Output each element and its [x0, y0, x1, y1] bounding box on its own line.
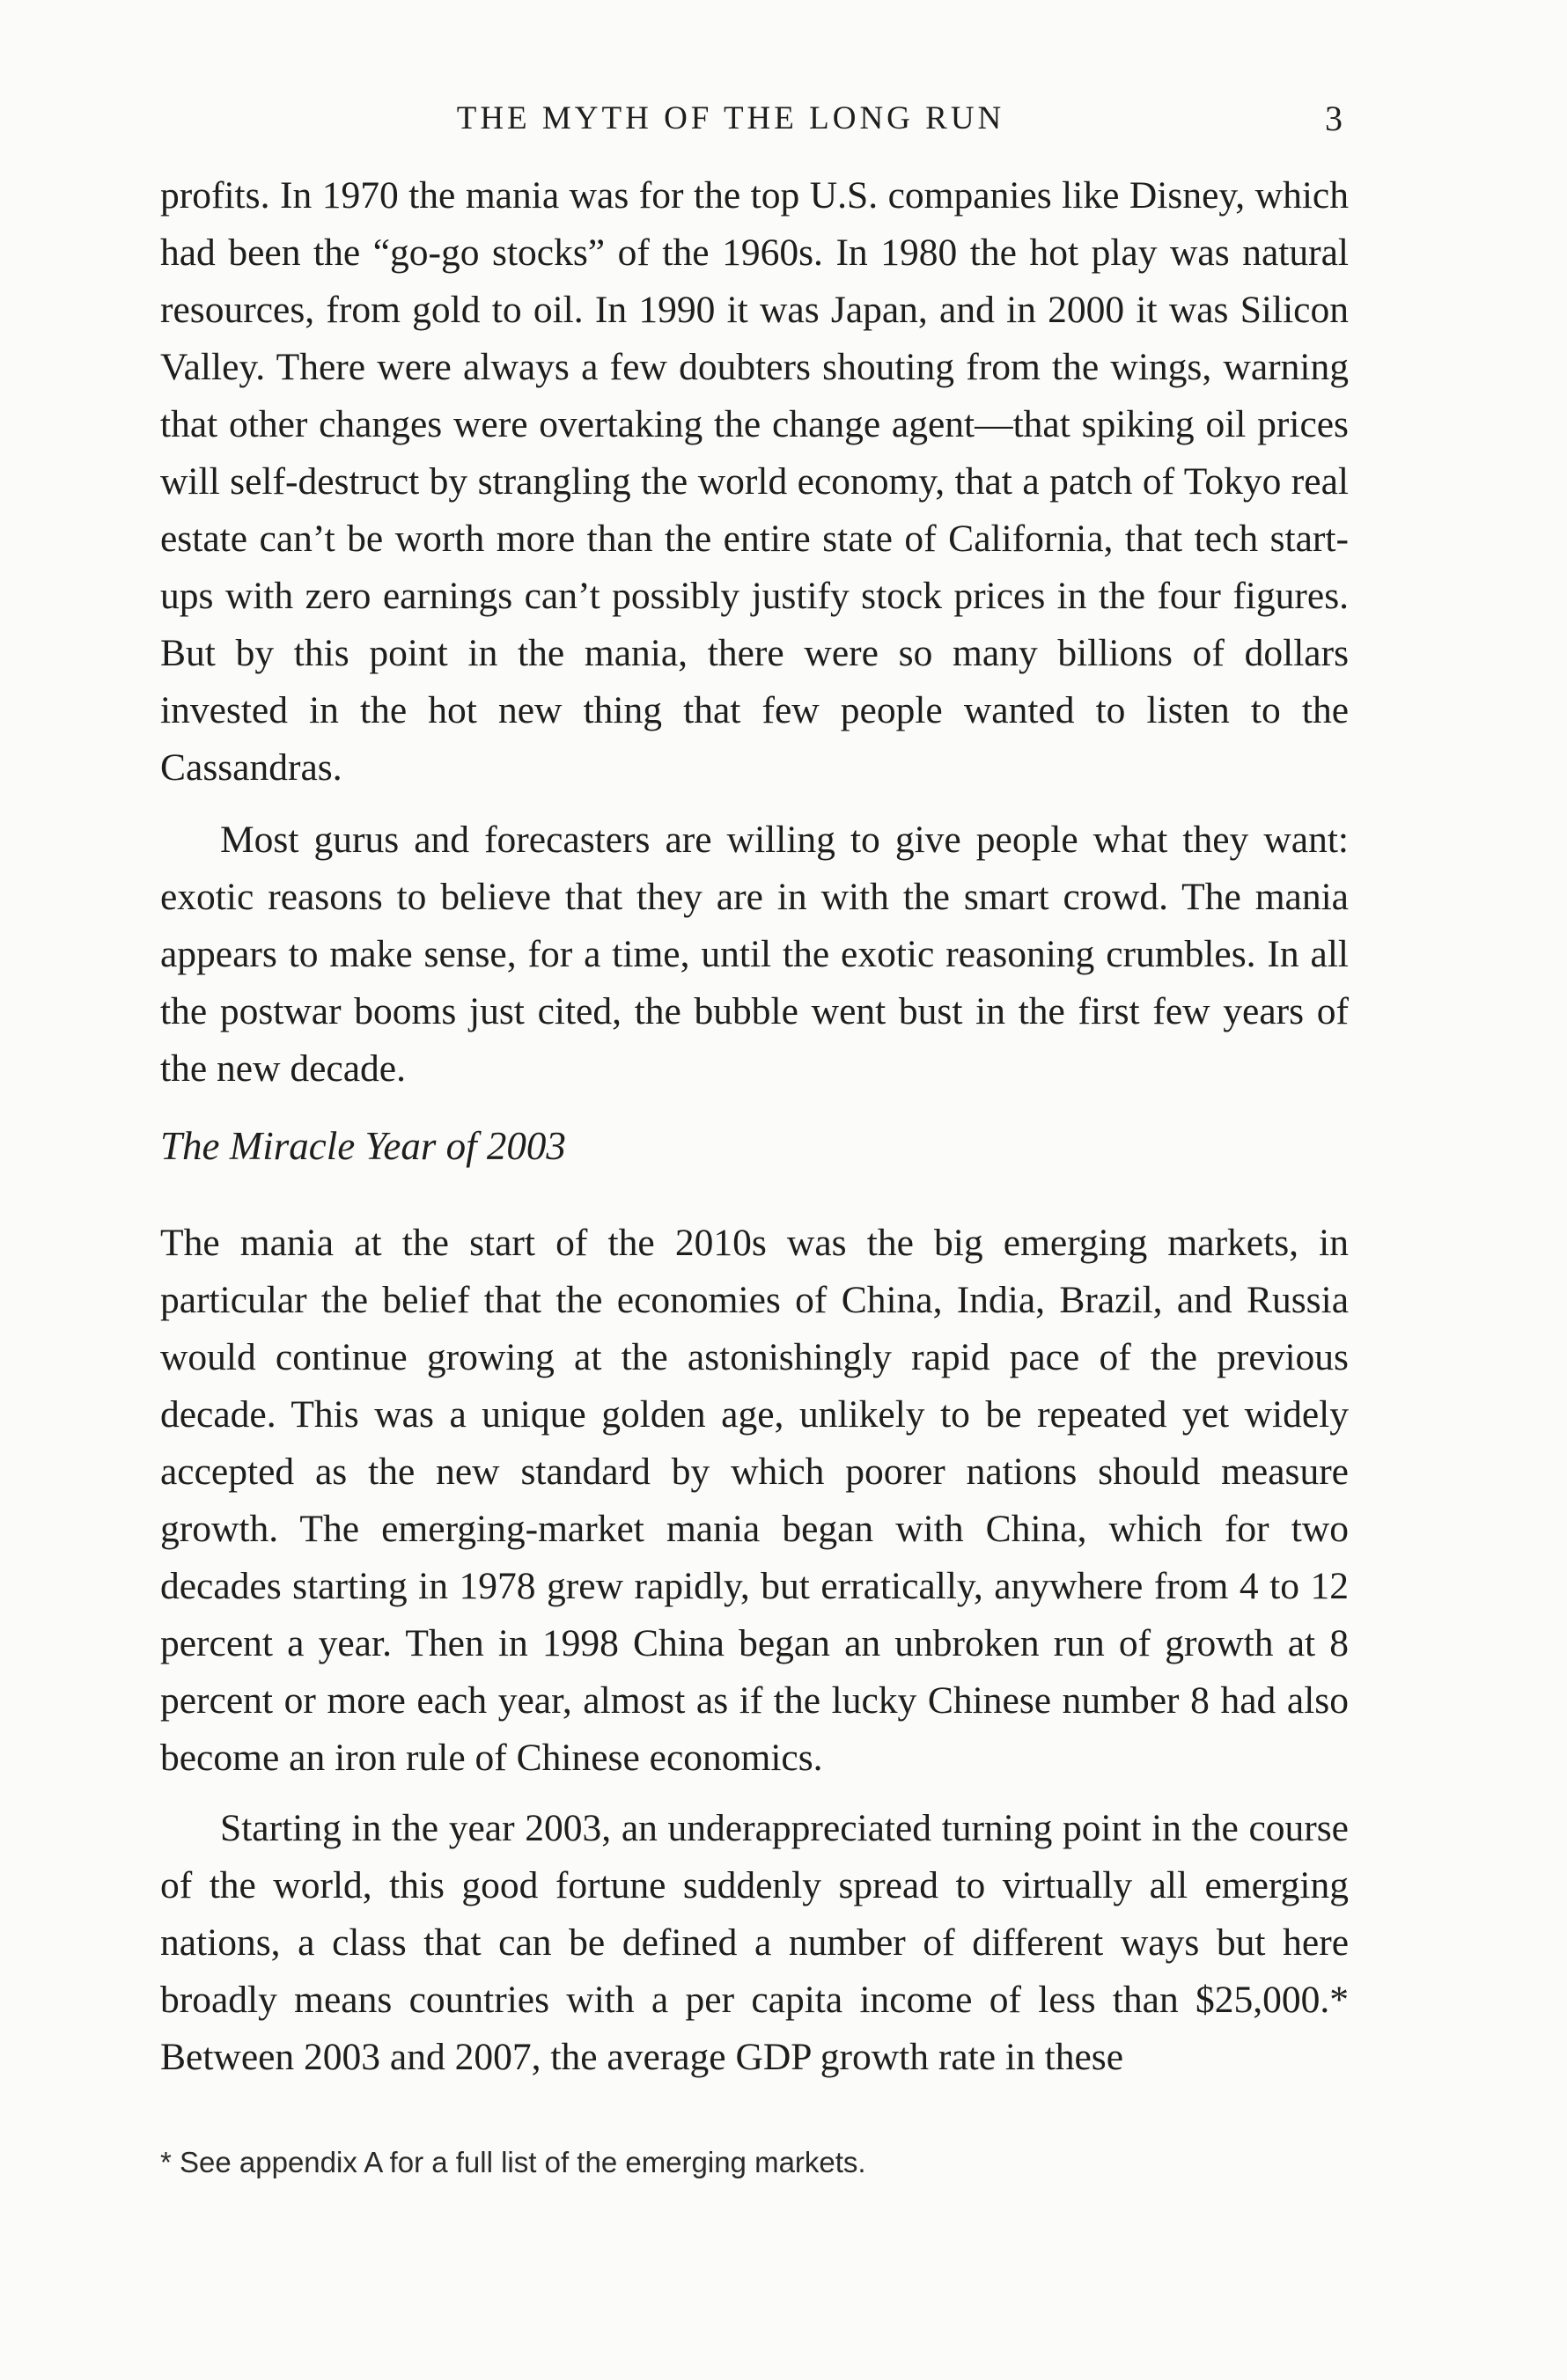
paragraph-text: profits. In 1970 the mania was for the top U.S. companies like Disney, which had been the “go-go stocks” of the 1960s. In 1980 the hot play was natural resources, from gold to oil. In 1990 it was Japan, and in 2000 it was Silicon Valley. There were always a few doubters shouting from the wings, warning that other changes were overtaking the change agent—that spiking oil prices will self-destruct by strangling the world economy, that a patch of Tokyo real estate can’t be worth more than the entire state of California, that tech start-ups with zero earnings can’t possibly justify stock prices in the four figures. But by this point in the mania, there were so many billions of dollars invested in the hot new thing that few people wanted to listen to the Cassandras. — [160, 174, 1349, 789]
running-title: THE MYTH OF THE LONG RUN — [456, 100, 1005, 136]
page-number: 3 — [1325, 99, 1343, 138]
body-paragraph-1 — [160, 167, 1349, 797]
body-paragraph-4 — [160, 1800, 1349, 2086]
footnote: * See appendix A for a full list of the emerging markets. — [160, 2146, 866, 2178]
paragraph-text: Most gurus and forecasters are willing to give people what they want: exotic reasons to believe that they are in with the smart crowd. The mania appears to make sense, for a time, until the exotic reasoning crumbles. In all the postwar booms just cited, the bubble went bust in the first few years of the new decade. — [160, 819, 1349, 1090]
paragraph-text: Starting in the year 2003, an underappreciated turning point in the course of the world, this good fortune suddenly spread to virtually all emerging nations, a class that can be defined a number of different ways but here broadly means countries with a per capita income of less than $25,000.* Between 2003 and 2007, the average GDP growth rate in these — [160, 1807, 1349, 2078]
body-paragraph-2 — [160, 812, 1349, 1098]
body-paragraph-3 — [160, 1215, 1349, 1787]
running-head — [0, 97, 1567, 141]
paragraph-text: The mania at the start of the 2010s was the big emerging markets, in particular the belief that the economies of China, India, Brazil, and Russia would continue growing at the astonishingly rapid pace of the previous decade. This was a unique golden age, unlikely to be repeated yet widely accepted as the new standard by which poorer nations should measure growth. The emerging-market mania began with China, which for two decades starting in 1978 grew rapidly, but erratically, anywhere from 4 to 12 percent a year. Then in 1998 China began an unbroken run of growth at 8 percent or more each year, almost as if the lucky Chinese number 8 had also become an iron rule of Chinese economics. — [160, 1222, 1349, 1779]
section-heading: The Miracle Year of 2003 — [160, 1124, 566, 1168]
